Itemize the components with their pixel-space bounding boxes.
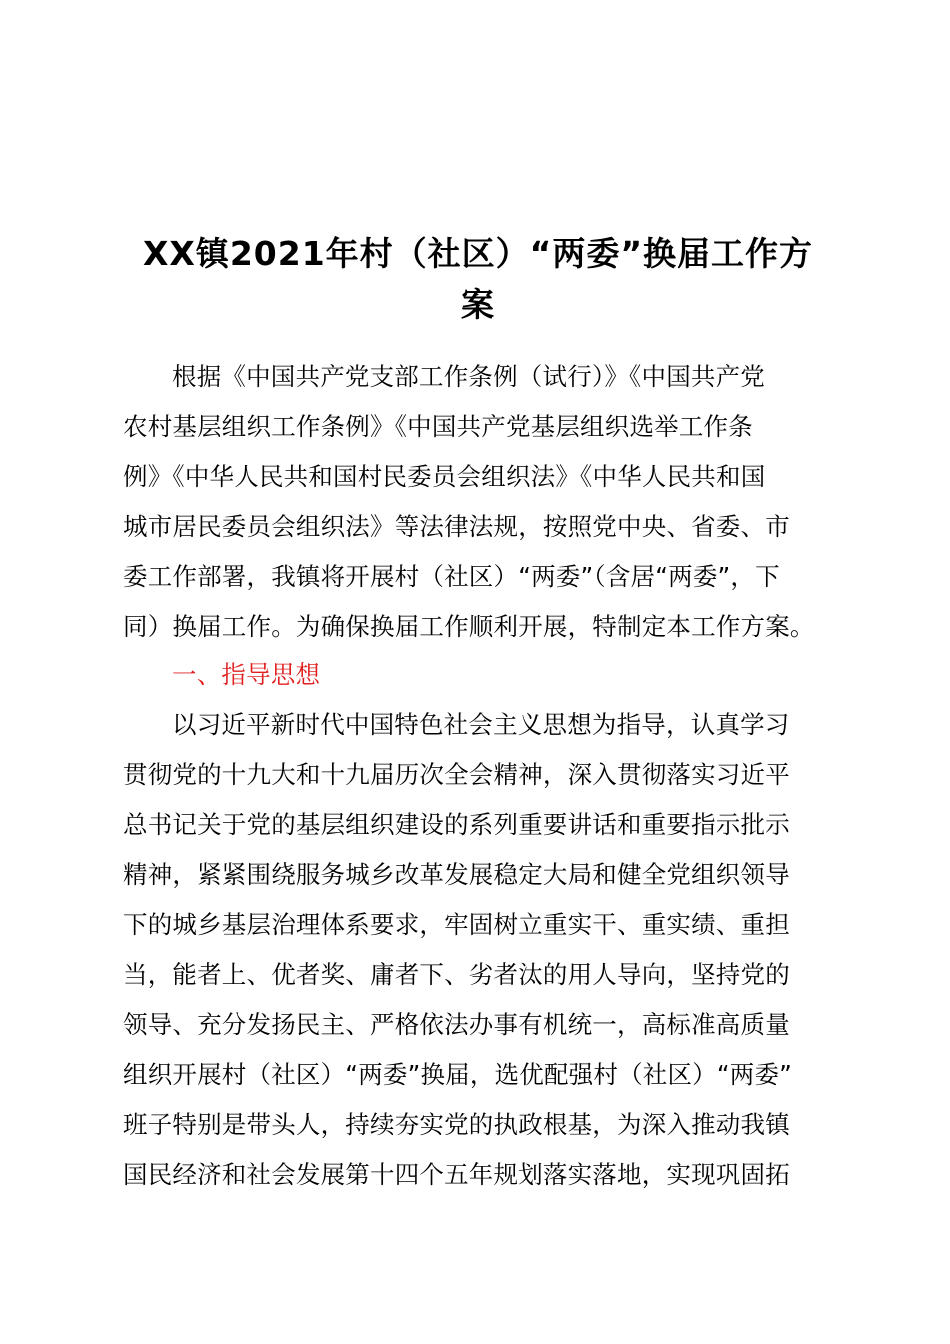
- document-title-line-1: XX镇2021年村（社区）“两委”换届工作方: [142, 234, 814, 273]
- paragraph-2-line-6: 当，能者上、优者奖、庸者下、劣者汰的用人导向，坚持党的: [123, 960, 790, 989]
- paragraph-1-line-6: 同）换届工作。为确保换届工作顺利开展，特制定本工作方案。: [123, 612, 815, 641]
- paragraph-2-line-7: 领导、充分发扬民主、严格依法办事有机统一，高标准高质量: [123, 1010, 790, 1039]
- paragraph-1-line-4: 城市居民委员会组织法》等法律法规，按照党中央、省委、市: [123, 512, 790, 541]
- paragraph-2-line-3: 总书记关于党的基层组织建设的系列重要讲话和重要指示批示: [123, 810, 790, 839]
- paragraph-1-line-1: 根据《中国共产党支部工作条例（试行）》《中国共产党: [172, 362, 765, 391]
- section-1-heading: 一、指导思想: [172, 660, 321, 689]
- paragraph-2-line-1: 以习近平新时代中国特色社会主义思想为指导，认真学习: [172, 710, 790, 739]
- paragraph-2-line-9: 班子特别是带头人，持续夯实党的执政根基，为深入推动我镇: [123, 1110, 790, 1139]
- paragraph-2-line-2: 贯彻党的十九大和十九届历次全会精神，深入贯彻落实习近平: [123, 760, 790, 789]
- paragraph-2-line-10: 国民经济和社会发展第十四个五年规划落实落地，实现巩固拓: [123, 1160, 790, 1189]
- paragraph-2-line-8: 组织开展村（社区）“两委”换届，选优配强村（社区）“两委”: [123, 1060, 793, 1089]
- paragraph-2-line-5: 下的城乡基层治理体系要求，牢固树立重实干、重实绩、重担: [123, 910, 790, 939]
- paragraph-1-line-3: 例》《中华人民共和国村民委员会组织法》《中华人民共和国: [123, 462, 766, 491]
- paragraph-1-line-5: 委工作部署，我镇将开展村（社区）“两委”（含居“两委”，下: [123, 562, 780, 591]
- paragraph-2-line-4: 精神，紧紧围绕服务城乡改革发展稳定大局和健全党组织领导: [123, 860, 790, 889]
- paragraph-1-line-2: 农村基层组织工作条例》《中国共产党基层组织选举工作条: [123, 412, 753, 441]
- document-title-line-2: 案: [461, 285, 495, 324]
